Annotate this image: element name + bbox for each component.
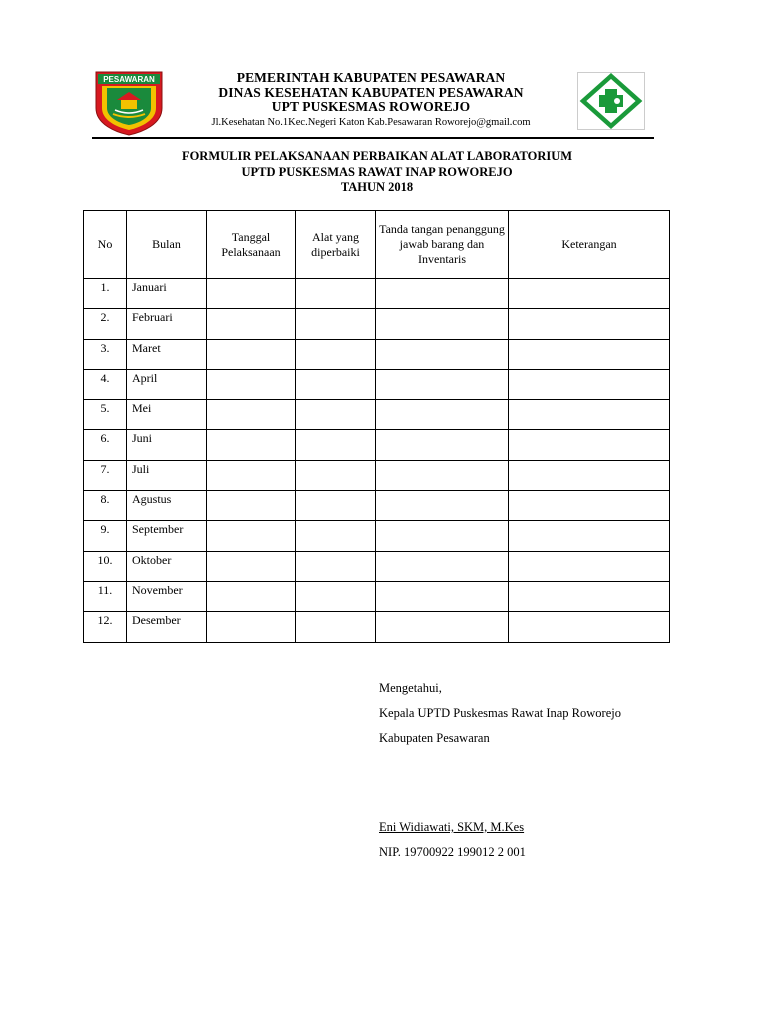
cell-keterangan[interactable]: [509, 491, 670, 521]
cell-tanggal[interactable]: [207, 551, 296, 581]
table-row: [84, 430, 670, 460]
table-header-row: [84, 211, 670, 279]
table-row: [84, 369, 670, 399]
row-bulan: November: [127, 581, 207, 611]
row-bulan: Juni: [127, 430, 207, 460]
row-no: 3.: [84, 339, 127, 369]
cell-tanggal[interactable]: [207, 491, 296, 521]
cell-alat[interactable]: [296, 491, 376, 521]
cell-tanggal[interactable]: [207, 339, 296, 369]
cell-keterangan[interactable]: [509, 369, 670, 399]
row-no: 12.: [84, 612, 127, 642]
header-divider: [92, 137, 654, 139]
signatory-name: Eni Widiawati, SKM, M.Kes: [379, 820, 525, 834]
row-bulan: April: [127, 369, 207, 399]
puskesmas-cross-icon: [577, 72, 645, 130]
signature-acknowledged: Mengetahui,: [379, 681, 442, 695]
cell-tanggal[interactable]: [207, 612, 296, 642]
cell-alat[interactable]: [296, 309, 376, 339]
table-row: [84, 551, 670, 581]
letterhead-address: Jl.Kesehatan No.1Kec.Negeri Katon Kab.Pesawaran Roworejo@gmail.com: [211, 116, 531, 128]
cell-alat[interactable]: [296, 339, 376, 369]
cell-keterangan[interactable]: [509, 430, 670, 460]
letterhead: [170, 71, 572, 130]
table-row: [84, 460, 670, 490]
form-title-line-3: TAHUN 2018: [340, 180, 414, 194]
cell-alat[interactable]: [296, 521, 376, 551]
cell-tanda-tangan[interactable]: [376, 369, 509, 399]
cell-tanggal[interactable]: [207, 400, 296, 430]
row-no: 11.: [84, 581, 127, 611]
cell-keterangan[interactable]: [509, 551, 670, 581]
signature-block: [379, 676, 699, 865]
table-row: [84, 309, 670, 339]
row-bulan: September: [127, 521, 207, 551]
pesawaran-emblem-icon: [93, 70, 165, 136]
letterhead-line-1: PEMERINTAH KABUPATEN PESAWARAN: [236, 70, 506, 85]
cell-tanda-tangan[interactable]: [376, 400, 509, 430]
table-row: [84, 521, 670, 551]
cell-alat[interactable]: [296, 400, 376, 430]
cell-keterangan[interactable]: [509, 309, 670, 339]
table-row: [84, 279, 670, 309]
signature-space: [379, 751, 699, 815]
row-no: 9.: [84, 521, 127, 551]
cell-alat[interactable]: [296, 369, 376, 399]
form-title: [84, 149, 670, 196]
cell-tanggal[interactable]: [207, 279, 296, 309]
emblem-text: PESAWARAN: [103, 75, 155, 84]
header-no: No: [84, 211, 127, 279]
row-no: 7.: [84, 460, 127, 490]
cell-keterangan[interactable]: [509, 460, 670, 490]
row-bulan: Oktober: [127, 551, 207, 581]
cell-tanggal[interactable]: [207, 460, 296, 490]
row-bulan: Agustus: [127, 491, 207, 521]
row-bulan: Januari: [127, 279, 207, 309]
signatory-nip: NIP. 19700922 199012 2 001: [379, 845, 526, 859]
cell-tanggal[interactable]: [207, 581, 296, 611]
cell-tanggal[interactable]: [207, 521, 296, 551]
row-bulan: Mei: [127, 400, 207, 430]
row-no: 4.: [84, 369, 127, 399]
row-no: 8.: [84, 491, 127, 521]
table-row: [84, 400, 670, 430]
signature-position: Kepala UPTD Puskesmas Rawat Inap Roworejo: [379, 706, 621, 720]
cell-alat[interactable]: [296, 612, 376, 642]
cell-keterangan[interactable]: [509, 612, 670, 642]
cell-tanggal[interactable]: [207, 369, 296, 399]
cell-tanggal[interactable]: [207, 309, 296, 339]
cell-keterangan[interactable]: [509, 521, 670, 551]
repair-log-table: [83, 210, 670, 643]
letterhead-line-2: DINAS KESEHATAN KABUPATEN PESAWARAN: [218, 84, 524, 100]
header-alat: Alat yang diperbaiki: [296, 211, 376, 279]
row-no: 2.: [84, 309, 127, 339]
cell-tanda-tangan[interactable]: [376, 339, 509, 369]
row-no: 10.: [84, 551, 127, 581]
row-bulan: Desember: [127, 612, 207, 642]
table-row: [84, 491, 670, 521]
row-bulan: Maret: [127, 339, 207, 369]
signature-region: Kabupaten Pesawaran: [379, 731, 490, 745]
cell-keterangan[interactable]: [509, 581, 670, 611]
header-bulan: Bulan: [127, 211, 207, 279]
cell-alat[interactable]: [296, 581, 376, 611]
cell-tanda-tangan[interactable]: [376, 521, 509, 551]
cell-keterangan[interactable]: [509, 339, 670, 369]
header-tanda-tangan: Tanda tangan penanggung jawab barang dan Inventaris: [376, 211, 509, 279]
row-no: 6.: [84, 430, 127, 460]
cell-alat[interactable]: [296, 551, 376, 581]
cell-tanda-tangan[interactable]: [376, 612, 509, 642]
form-title-line-2: UPTD PUSKESMAS RAWAT INAP ROWOREJO: [241, 164, 513, 179]
cell-tanda-tangan[interactable]: [376, 491, 509, 521]
cell-alat[interactable]: [296, 460, 376, 490]
cell-tanggal[interactable]: [207, 430, 296, 460]
letterhead-line-3: UPT PUSKESMAS ROWOREJO: [271, 99, 471, 114]
cell-tanda-tangan[interactable]: [376, 551, 509, 581]
row-no: 5.: [84, 400, 127, 430]
row-no: 1.: [84, 279, 127, 309]
cell-alat[interactable]: [296, 430, 376, 460]
cell-tanda-tangan[interactable]: [376, 581, 509, 611]
cell-tanda-tangan[interactable]: [376, 460, 509, 490]
cell-keterangan[interactable]: [509, 279, 670, 309]
cell-tanda-tangan[interactable]: [376, 309, 509, 339]
cell-keterangan[interactable]: [509, 400, 670, 430]
table-row: [84, 612, 670, 642]
form-title-line-1: FORMULIR PELAKSANAAN PERBAIKAN ALAT LABORATORIUM: [181, 149, 573, 163]
table-row: [84, 339, 670, 369]
header-tanggal: Tanggal Pelaksanaan: [207, 211, 296, 279]
cell-alat[interactable]: [296, 279, 376, 309]
row-bulan: Juli: [127, 460, 207, 490]
cell-tanda-tangan[interactable]: [376, 279, 509, 309]
header-keterangan: Keterangan: [509, 211, 670, 279]
row-bulan: Februari: [127, 309, 207, 339]
table-row: [84, 581, 670, 611]
cell-tanda-tangan[interactable]: [376, 430, 509, 460]
